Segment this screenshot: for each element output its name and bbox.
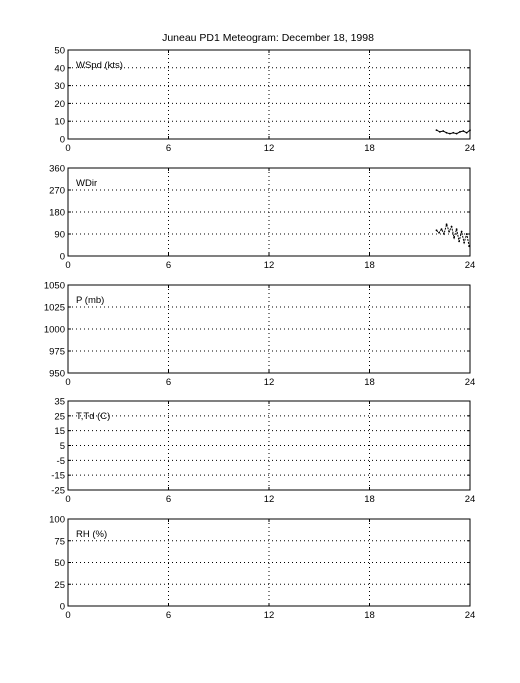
x-tick-label: 12 <box>263 260 275 271</box>
data-point <box>466 233 468 235</box>
y-tick-label: 30 <box>54 81 65 93</box>
data-point <box>462 130 464 132</box>
data-point <box>459 131 461 133</box>
y-tick-label: 15 <box>54 426 65 438</box>
x-tick-label: 0 <box>65 143 71 154</box>
data-point <box>456 228 458 230</box>
data-point <box>443 233 445 235</box>
data-point <box>452 132 454 134</box>
data-point <box>453 237 455 239</box>
data-point <box>451 226 453 228</box>
x-tick-label: 24 <box>464 377 476 388</box>
data-point <box>438 232 440 234</box>
x-tick-label: 12 <box>263 610 275 621</box>
x-tick-label: 0 <box>65 260 71 271</box>
y-tick-label: 50 <box>54 45 65 57</box>
y-tick-label: -15 <box>51 470 65 482</box>
data-point <box>468 245 470 247</box>
data-point <box>449 133 451 135</box>
y-tick-label: 75 <box>54 536 65 548</box>
y-tick-label: 0 <box>59 134 65 146</box>
x-tick-label: 0 <box>65 377 71 388</box>
x-tick-label: 12 <box>263 377 275 388</box>
x-tick-label: 18 <box>364 260 375 271</box>
data-point <box>436 229 438 231</box>
x-tick-label: 6 <box>165 377 172 388</box>
data-point <box>466 132 468 134</box>
x-tick-label: 24 <box>464 610 476 621</box>
y-tick-label: 90 <box>54 229 65 241</box>
y-tick-label: 25 <box>54 411 65 423</box>
x-tick-label: 24 <box>464 260 476 271</box>
y-tick-label: 1000 <box>43 324 65 336</box>
y-tick-label: 360 <box>49 163 65 175</box>
x-tick-label: 18 <box>364 610 375 621</box>
panel-label: P (mb) <box>76 295 105 306</box>
y-tick-label: 0 <box>59 251 65 263</box>
panel-label: T,Td (C) <box>76 411 111 422</box>
x-tick-label: 12 <box>263 143 275 154</box>
panel-5 <box>49 515 475 622</box>
data-point <box>469 129 471 131</box>
y-tick-label: 180 <box>49 207 65 219</box>
y-tick-label: 100 <box>49 514 65 526</box>
panel-4 <box>51 397 475 506</box>
y-tick-label: 20 <box>54 98 65 110</box>
x-tick-label: 6 <box>165 494 172 505</box>
data-point <box>442 130 444 132</box>
panel-3 <box>44 281 475 389</box>
y-tick-label: 25 <box>54 579 65 591</box>
y-tick-label: 975 <box>49 346 65 358</box>
y-tick-label: 0 <box>59 601 65 613</box>
panel-label: RH (%) <box>76 529 108 540</box>
x-tick-label: 0 <box>65 610 71 621</box>
x-tick-label: 6 <box>165 143 172 154</box>
y-tick-label: 950 <box>49 368 65 380</box>
chart-title: Juneau PD1 Meteogram: December 18, 1998 <box>162 32 374 44</box>
y-tick-label: 35 <box>54 396 65 408</box>
data-point <box>446 132 448 134</box>
data-point <box>439 131 441 133</box>
x-tick-label: 18 <box>364 494 375 505</box>
y-tick-label: 50 <box>54 558 65 569</box>
y-tick-label: 1025 <box>43 302 65 314</box>
x-tick-label: 6 <box>165 610 172 621</box>
data-point <box>441 228 443 230</box>
data-point <box>456 133 458 135</box>
data-point <box>448 231 450 233</box>
panel-label: WDir <box>76 178 98 189</box>
y-tick-label: 270 <box>49 185 65 197</box>
y-tick-label: -25 <box>51 485 65 497</box>
data-point <box>463 242 465 244</box>
x-tick-label: 0 <box>65 494 71 505</box>
x-tick-label: 18 <box>364 143 375 154</box>
x-tick-label: 24 <box>464 143 476 154</box>
data-point <box>446 223 448 225</box>
data-point <box>461 231 463 233</box>
x-tick-label: 18 <box>364 377 375 388</box>
x-tick-label: 24 <box>464 494 476 505</box>
y-tick-label: 40 <box>54 63 65 75</box>
panel-2 <box>49 164 475 272</box>
y-tick-label: -5 <box>56 455 65 467</box>
y-tick-label: 5 <box>59 441 65 452</box>
y-tick-label: 10 <box>54 116 65 128</box>
data-point <box>436 129 438 131</box>
y-tick-label: 1050 <box>43 280 65 292</box>
x-tick-label: 6 <box>165 260 172 271</box>
panel-1 <box>54 46 475 155</box>
panel-label: WSpd (kts) <box>76 60 123 71</box>
x-tick-label: 12 <box>263 494 275 505</box>
data-point <box>458 240 460 242</box>
